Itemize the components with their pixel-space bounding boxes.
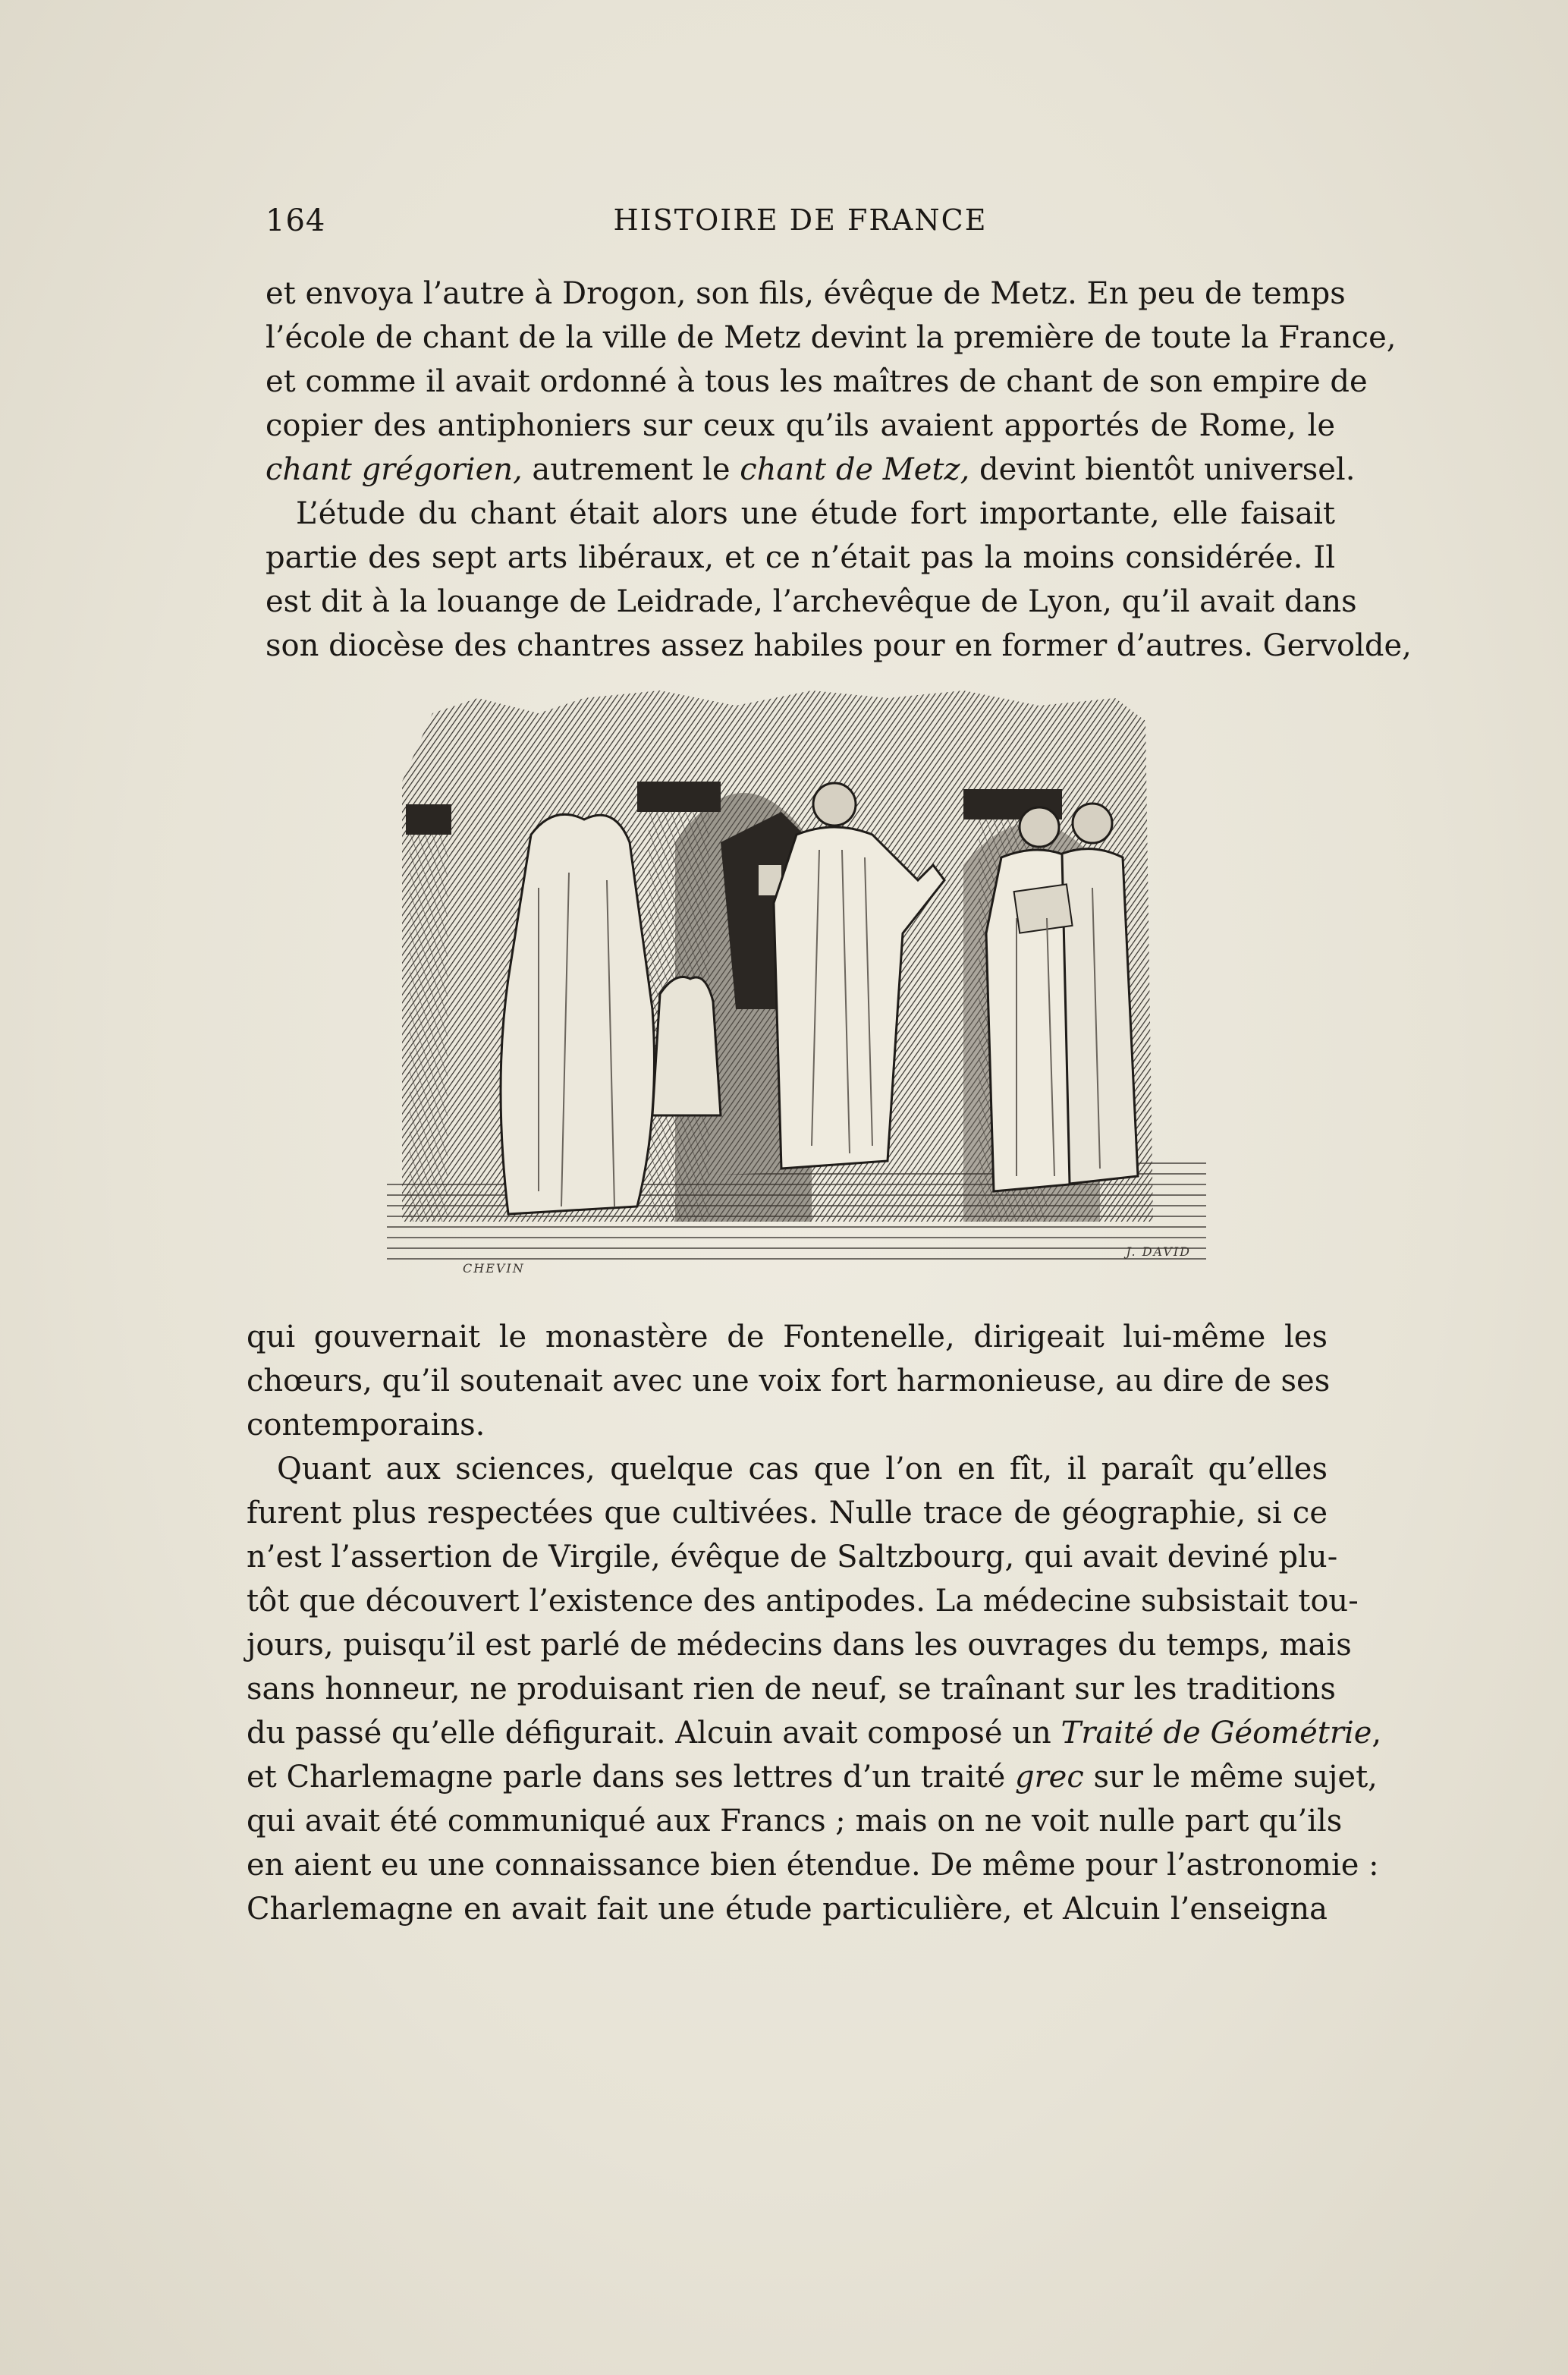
engraver-signature-right: J. DAVID <box>1126 1244 1191 1259</box>
text-line: chœurs, qu’il soutenait avec une voix fort harmonieuse, au dire de ses <box>247 1364 1331 1398</box>
text-line: furent plus respectées que cultivées. Nulle trace de géographie, si ce <box>247 1496 1328 1530</box>
running-title: HISTOIRE DE FRANCE <box>613 203 988 237</box>
text-line: chant grégorien, autrement le chant de Metz, devint bientôt universel. <box>266 452 1356 487</box>
monks-chanting-engraving <box>387 690 1206 1267</box>
text-line: Quant aux sciences, quelque cas que l’on en fît, il paraît qu’elles <box>277 1452 1328 1486</box>
text-line: du passé qu’elle défigurait. Alcuin avait composé un Traité de Géométrie, <box>247 1716 1382 1751</box>
text-line: et comme il avait ordonné à tous les maîtres de chant de son empire de <box>266 364 1368 399</box>
page-number: 164 <box>266 203 326 238</box>
text-line: sans honneur, ne produisant rien de neuf, se traînant sur les traditions <box>247 1672 1336 1707</box>
text-line: en aient eu une connaissance bien étendue. De même pour l’astronomie : <box>247 1848 1379 1883</box>
text-line: n’est l’assertion de Virgile, évêque de Saltzbourg, qui avait deviné plu- <box>247 1540 1338 1574</box>
text-line: L’étude du chant était alors une étude fort importante, elle faisait <box>296 496 1335 531</box>
text-line: jours, puisqu’il est parlé de médecins dans les ouvrages du temps, mais <box>247 1628 1352 1662</box>
text-line: et envoya l’autre à Drogon, son fils, évêque de Metz. En peu de temps <box>266 276 1346 311</box>
text-line: tôt que découvert l’existence des antipodes. La médecine subsistait tou- <box>247 1584 1359 1618</box>
engraving-illustration <box>387 690 1206 1276</box>
text-line: son diocèse des chantres assez habiles pour en former d’autres. Gervolde, <box>266 628 1412 663</box>
text-line: Charlemagne en avait fait une étude particulière, et Alcuin l’enseigna <box>247 1892 1328 1927</box>
text-line: l’école de chant de la ville de Metz devint la première de toute la France, <box>266 320 1397 355</box>
text-line: copier des antiphoniers sur ceux qu’ils avaient apportés de Rome, le <box>266 408 1335 443</box>
text-block-top <box>266 272 1412 668</box>
page-header <box>266 203 1335 249</box>
text-line: qui gouvernait le monastère de Fontenelle, dirigeait lui-même les <box>247 1320 1328 1354</box>
text-line: est dit à la louange de Leidrade, l’archevêque de Lyon, qu’il avait dans <box>266 584 1357 619</box>
text-block-bottom <box>247 1315 1382 1931</box>
text-line: qui avait été communiqué aux Francs ; mais on ne voit nulle part qu’ils <box>247 1804 1343 1839</box>
text-line: partie des sept arts libéraux, et ce n’était pas la moins considérée. Il <box>266 540 1335 575</box>
text-line: et Charlemagne parle dans ses lettres d’un traité grec sur le même sujet, <box>247 1760 1378 1795</box>
text-line: contemporains. <box>247 1408 485 1442</box>
engraver-signature-left: CHEVIN <box>463 1261 525 1276</box>
